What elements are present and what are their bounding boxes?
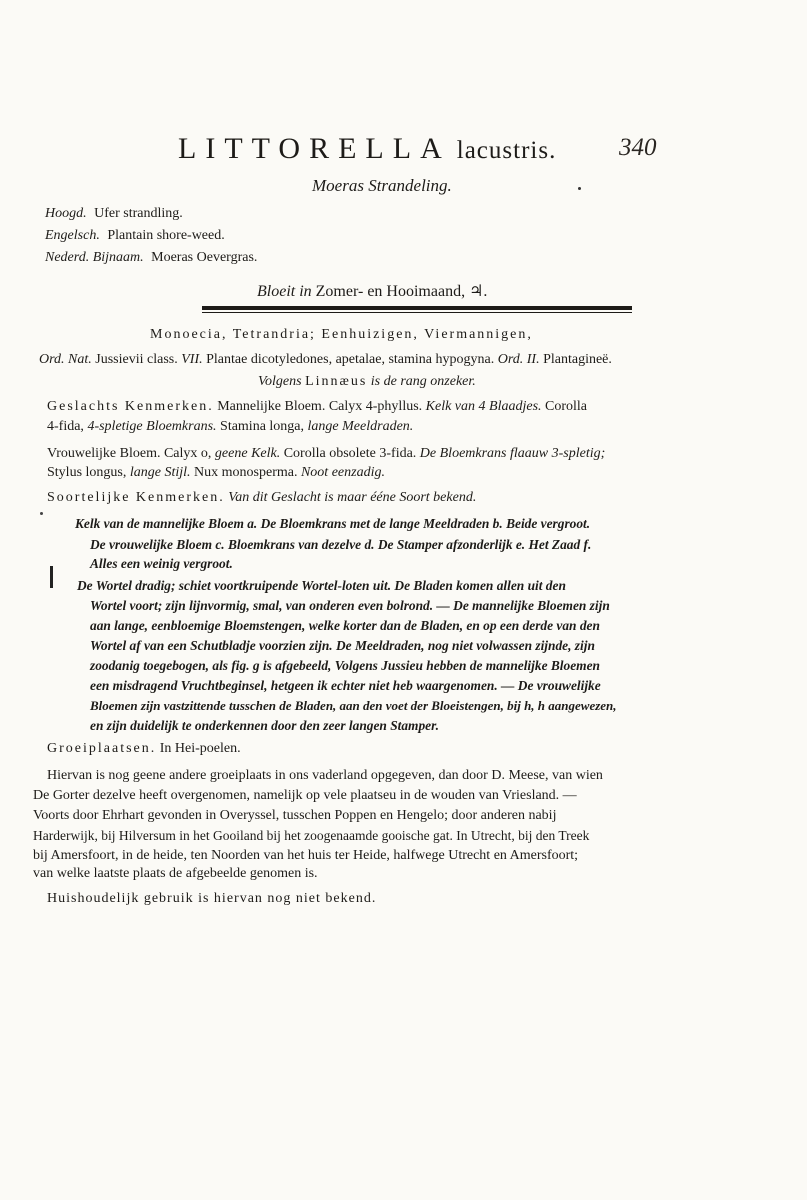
- vernacular-label: Nederd. Bijnaam.: [45, 250, 144, 265]
- female-flower-corolla-dutch: De Bloemkrans flaauw 3-spletig;: [419, 446, 606, 461]
- vernacular-row: [45, 228, 225, 244]
- vernacular-row: [45, 206, 183, 222]
- vernacular-name: Moeras Oevergras.: [151, 250, 258, 265]
- genus-stamina-dutch: lange Meeldraden.: [307, 419, 414, 434]
- description-line: en zijn duidelijk te onderkennen door den zeer langen Stamper.: [90, 718, 439, 733]
- locality-line: De Gorter dezelve heeft overgenomen, namelijk op vele plaatseu in de wouden van Vriesland. —: [33, 788, 577, 803]
- genus-corolla-dutch: 4-spletige Bloemkrans.: [87, 419, 217, 434]
- ord-nat-label: Ord. Nat.: [39, 352, 92, 367]
- figure-caption-line: De vrouwelijke Bloem c. Bloemkrans van dezelve d. De Stamper afzonderlijk e. Het Zaad f.: [90, 537, 592, 552]
- genus-male-flower-dutch: Kelk van 4 Blaadjes.: [425, 399, 542, 414]
- ink-mark: [50, 566, 53, 588]
- vernacular-row: [45, 250, 257, 266]
- handwritten-page-number: 340: [619, 134, 657, 161]
- locality-line: Voorts door Ehrhart gevonden in Overyssel, tusschen Poppen en Hengelo; door anderen nabij: [33, 808, 557, 823]
- ord-nat-desc: Plantae dicotyledones, apetalae, stamina hypogyna.: [206, 352, 495, 367]
- flowering-months: Zomer- en Hooimaand,: [315, 283, 466, 300]
- dutch-name: Moeras Strandeling.: [312, 176, 452, 195]
- species-characters-heading: Soortelijke Kenmerken.: [47, 490, 225, 505]
- female-flower-line: [47, 446, 605, 462]
- description-line: Wortel voort; zijn lijnvormig, smal, van onderen even bolrond. — De mannelijke Bloemen zijn: [90, 598, 610, 613]
- description-line: Bloemen zijn vastzittende tusschen de Bladen, aan den voet der Bloeistengen, bij h, h aangewezen,: [90, 698, 617, 713]
- description-line: Wortel af van een Schutbladje voorzien zijn. De Meeldraden, nog niet volwassen zijnde, zijn: [90, 638, 595, 653]
- divider-thick: [202, 306, 632, 310]
- figure-caption-line: Alles een weinig vergroot.: [90, 556, 233, 571]
- genus-name: LITTORELLA: [178, 132, 451, 165]
- genus-characters-line: [47, 399, 587, 415]
- genus-characters-line: [47, 419, 413, 435]
- ord-nat-line: [39, 352, 612, 368]
- figure-caption-line: Kelk van de mannelijke Bloem a. De Bloemkrans met de lange Meeldraden b. Beide vergroot.: [75, 516, 591, 531]
- linnaeus-pre: Volgens: [258, 374, 302, 389]
- species-characters-text: Van dit Geslacht is maar ééne Soort bekend.: [228, 490, 477, 505]
- female-flower-calyx-dutch: geene Kelk.: [214, 446, 281, 461]
- divider-thin: [202, 312, 632, 313]
- species-name: lacustris.: [456, 137, 557, 164]
- household-use-line: Huishoudelijk gebruik is hiervan nog niet bekend.: [47, 891, 377, 906]
- female-flower-stylus-dutch: lange Stijl.: [129, 465, 191, 480]
- flowering-label: Bloeit in: [257, 283, 312, 300]
- page-title: [178, 132, 556, 166]
- linnaeus-note: [258, 374, 476, 390]
- female-flower-stylus: Stylus longus,: [47, 465, 127, 480]
- ink-speck: [578, 187, 581, 190]
- female-flower-line: [47, 465, 385, 481]
- flowering-line: [257, 281, 487, 301]
- genus-male-flower: Mannelijke Bloem. Calyx 4-phyllus.: [217, 399, 423, 414]
- female-flower-calyx: Vrouwelijke Bloem. Calyx o,: [47, 446, 212, 461]
- genus-corolla: Corolla: [545, 399, 588, 414]
- vernacular-label: Hoogd.: [45, 206, 87, 221]
- genus-characters-heading: Geslachts Kenmerken.: [47, 399, 214, 414]
- habitat-text: In Hei-poelen.: [159, 741, 241, 756]
- ink-speck: [40, 512, 43, 515]
- vernacular-name: Ufer strandling.: [94, 206, 183, 221]
- species-characters-line: [47, 490, 476, 506]
- ord-label: Ord. II.: [497, 352, 540, 367]
- perennial-symbol: ♃.: [469, 283, 488, 300]
- female-flower-corolla: Corolla obsolete 3-fida.: [283, 446, 417, 461]
- ord-nat-text: Jussievii class.: [95, 352, 178, 367]
- vernacular-name: Plantain shore-weed.: [107, 228, 225, 243]
- ord-name: Plantagineë.: [543, 352, 612, 367]
- locality-line: bij Amersfoort, in de heide, ten Noorden van het huis ter Heide, halfwege Utrecht en Amersfoort;: [33, 848, 579, 863]
- genus-corolla-fida: 4-fida,: [47, 419, 84, 434]
- female-flower-nux-dutch: Noot eenzadig.: [300, 465, 385, 480]
- linnaeus-name: Linnæus: [305, 374, 368, 389]
- linnaean-classification: Monoecia, Tetrandria; Eenhuizigen, Viermannigen,: [150, 327, 533, 342]
- description-line: De Wortel dradig; schiet voortkruipende Wortel-loten uit. De Bladen komen allen uit den: [77, 578, 566, 593]
- habitat-line: [47, 741, 241, 757]
- genus-stamina: Stamina longa,: [220, 419, 305, 434]
- linnaeus-post: is de rang onzeker.: [370, 374, 476, 389]
- description-line: een misdragend Vruchtbeginsel, hetgeen ik echter niet heb waargenomen. — De vrouwelijke: [90, 678, 601, 693]
- vernacular-label: Engelsch.: [45, 228, 100, 243]
- female-flower-nux: Nux monosperma.: [194, 465, 298, 480]
- locality-line: van welke laatste plaats de afgebeelde genomen is.: [33, 866, 318, 881]
- locality-line: Harderwijk, bij Hilversum in het Gooiland bij het zoogenaamde gooische gat. In Utrecht, bij den Treek: [33, 828, 590, 843]
- ord-nat-class: VII.: [181, 352, 203, 367]
- description-line: zoodanig toegebogen, als fig. g is afgebeeld, Volgens Jussieu hebben de mannelijke Bloemen: [90, 658, 600, 673]
- habitat-heading: Groeiplaatsen.: [47, 741, 157, 756]
- description-line: aan lange, eenbloemige Bloemstengen, welke korter dan de Bladen, en op een derde van den: [90, 618, 600, 633]
- locality-line: Hiervan is nog geene andere groeiplaats in ons vaderland opgegeven, dan door D. Meese, van wien: [47, 768, 603, 783]
